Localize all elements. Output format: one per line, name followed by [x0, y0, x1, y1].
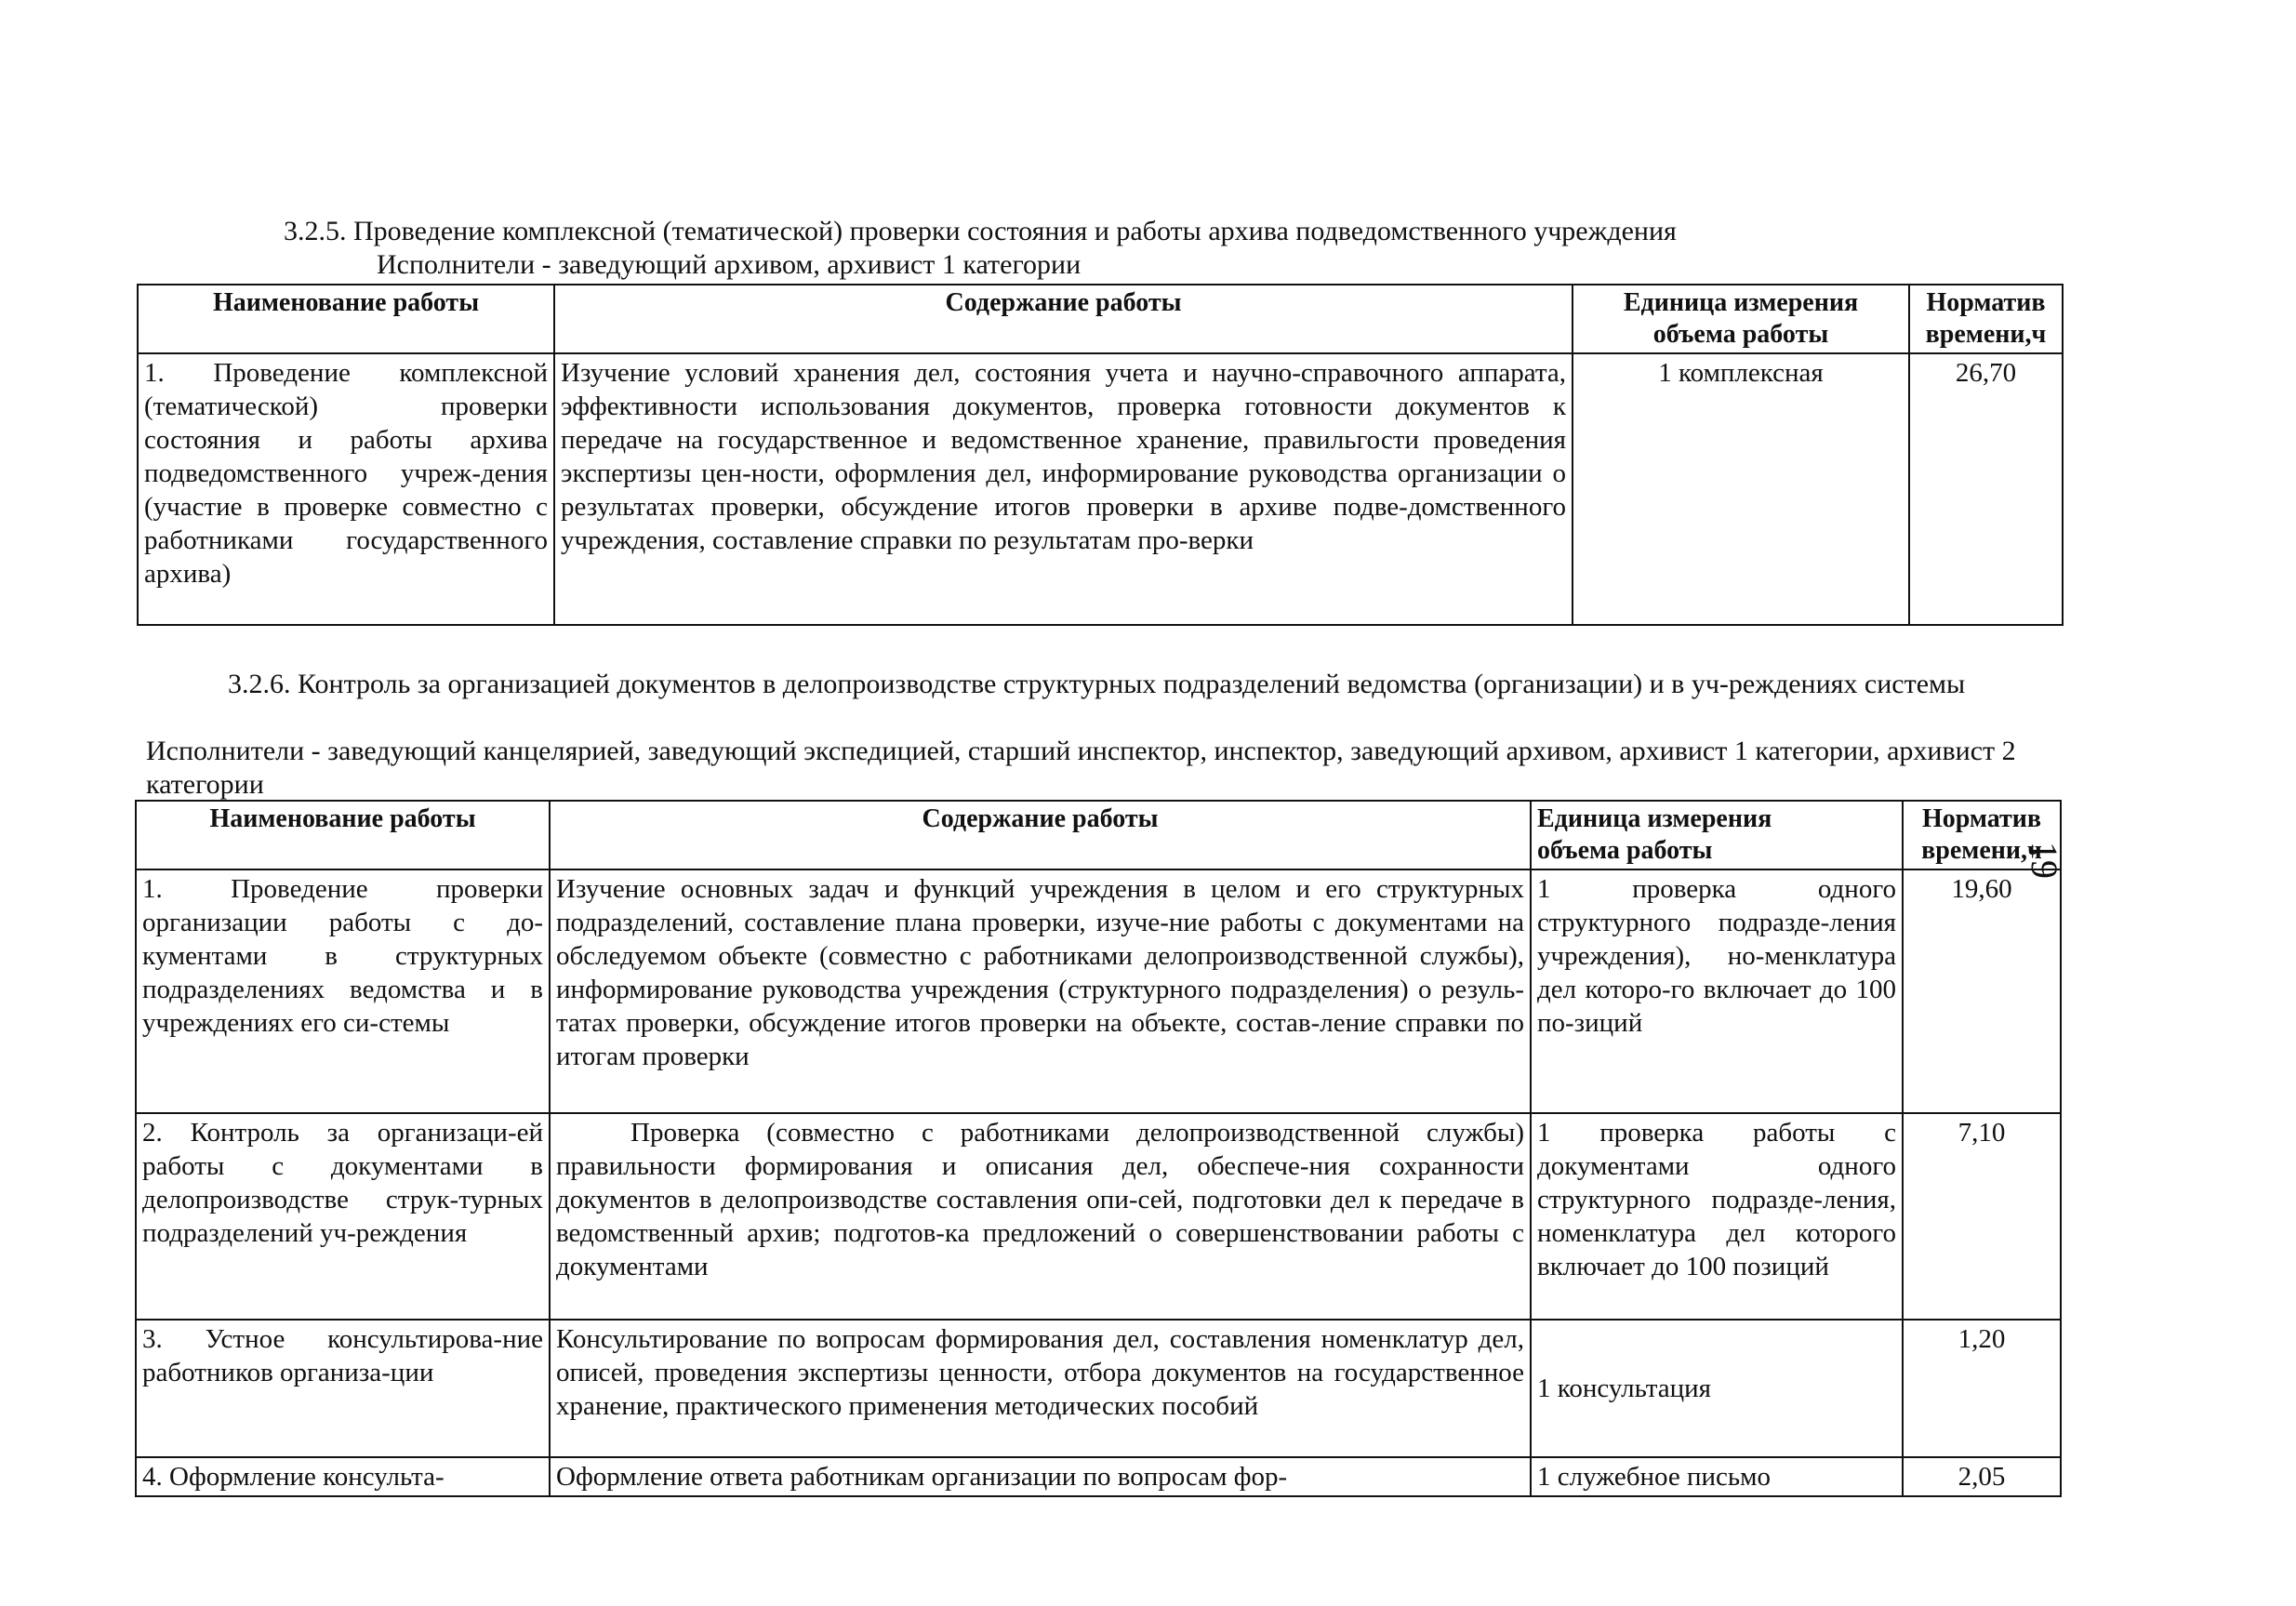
section-325-title: 3.2.5. Проведение комплексной (тематической) проверки состояния и работы архива подведомственного учреждения [284, 216, 1677, 246]
row-norm: 19,60 [1903, 869, 2061, 1113]
row-unit: 1 проверка одного структурного подразде-ления учреждения), но-менклатура дел которо-го включает до 100 по-зиций [1531, 869, 1903, 1113]
header-work-content: Содержание работы [554, 285, 1573, 353]
row-unit: 1 комплексная [1573, 353, 1909, 625]
row-work-content: Изучение условий хранения дел, состояния учета и научно-справочного аппарата, эффективности использования документов, проверка готовности документов к передаче на государственное и ведомственное хранение, правильгости проведения экспертизы цен-ности, оформления дел, информирование руководства организации о результатах проверки, обсуждение итогов проверки в архиве подве-домственного учреждения, составление справки по результатам про-верки [554, 353, 1573, 625]
row-work-name: 2. Контроль за организаци-ей работы с документами в делопроизводстве струк-турных подразделений уч-реждения [136, 1113, 550, 1320]
row-norm: 2,05 [1903, 1457, 2061, 1496]
row-norm: 7,10 [1903, 1113, 2061, 1320]
table-row [136, 1113, 2061, 1320]
section-325-table [137, 284, 2064, 626]
header-unit: Единица измерения объема работы [1573, 285, 1909, 353]
row-norm: 1,20 [1903, 1320, 2061, 1457]
row-work-content: Консультирование по вопросам формирования дел, составления номенклатур дел, описей, проведения экспертизы ценности, отбора документов на государственное хранение, практического применения методических пособий [550, 1320, 1531, 1457]
section-325-executors: Исполнители - заведующий архивом, архивист 1 категории [377, 249, 1082, 280]
row-work-name: 1. Проведение проверки организации работы с до-кументами в структурных подразделениях ведомства и в учреждениях его си-стемы [136, 869, 550, 1113]
header-norm: Норматив времени,ч [1903, 801, 2061, 869]
row-unit: 1 служебное письмо [1531, 1457, 1903, 1496]
row-work-name: 1. Проведение комплексной (тематической) проверки состояния и работы архива подведомственного учреж-дения (участие в проверке совместно с работниками государственного архива) [138, 353, 554, 625]
row-work-content: Проверка (совместно с работниками делопроизводственной службы) правильности формирования и описания дел, обеспече-ния сохранности документов в делопроизводстве составления опи-сей, подготовки дел к передаче в ведомственный архив; подготов-ка предложений о совершенствовании работы с документами [550, 1113, 1531, 1320]
row-work-name: 4. Оформление консульта- [136, 1457, 550, 1496]
table-header-row [136, 801, 2061, 869]
header-work-name: Наименование работы [138, 285, 554, 353]
row-unit: 1 проверка работы с документами одного структурного подразде-ления, номенклатура дел которого включает до 100 позиций [1531, 1113, 1903, 1320]
row-unit: 1 консультация [1531, 1320, 1903, 1457]
header-work-name: Наименование работы [136, 801, 550, 869]
table-row [138, 353, 2063, 625]
row-work-name: 3. Устное консультирова-ние работников организа-ции [136, 1320, 550, 1457]
row-work-content: Оформление ответа работникам организации по вопросам фор- [550, 1457, 1531, 1496]
table-row [136, 1320, 2061, 1457]
row-work-content: Изучение основных задач и функций учреждения в целом и его структурных подразделений, составление плана проверки, изуче-ние работы с документами на обследуемом объекте (совместно с работниками делопроизводственной службы), информирование руководства учреждения (структурного подразделения) о резуль-татах проверки, обсуждение итогов проверки на объекте, состав-ление справки по итогам проверки [550, 869, 1531, 1113]
section-326-table [135, 800, 2062, 1497]
table-header-row [138, 285, 2063, 353]
header-work-content: Содержание работы [550, 801, 1531, 869]
section-326-title: 3.2.6. Контроль за организацией документов в делопроизводстве структурных подразделений ведомства (организации) и в уч-реждениях системы [228, 669, 1966, 699]
row-norm: 26,70 [1909, 353, 2063, 625]
header-unit: Единица измерения объема работы [1531, 801, 1903, 869]
page-number: 19 [2024, 842, 2065, 879]
section-326-executors: Исполнители - заведующий канцелярией, заведующий экспедицией, старший инспектор, инспектор, заведующий архивом, архивист 1 категории, архивист 2 категории [146, 736, 2016, 800]
table-row [136, 869, 2061, 1113]
table-row [136, 1457, 2061, 1496]
header-norm: Норматив времени,ч [1909, 285, 2063, 353]
